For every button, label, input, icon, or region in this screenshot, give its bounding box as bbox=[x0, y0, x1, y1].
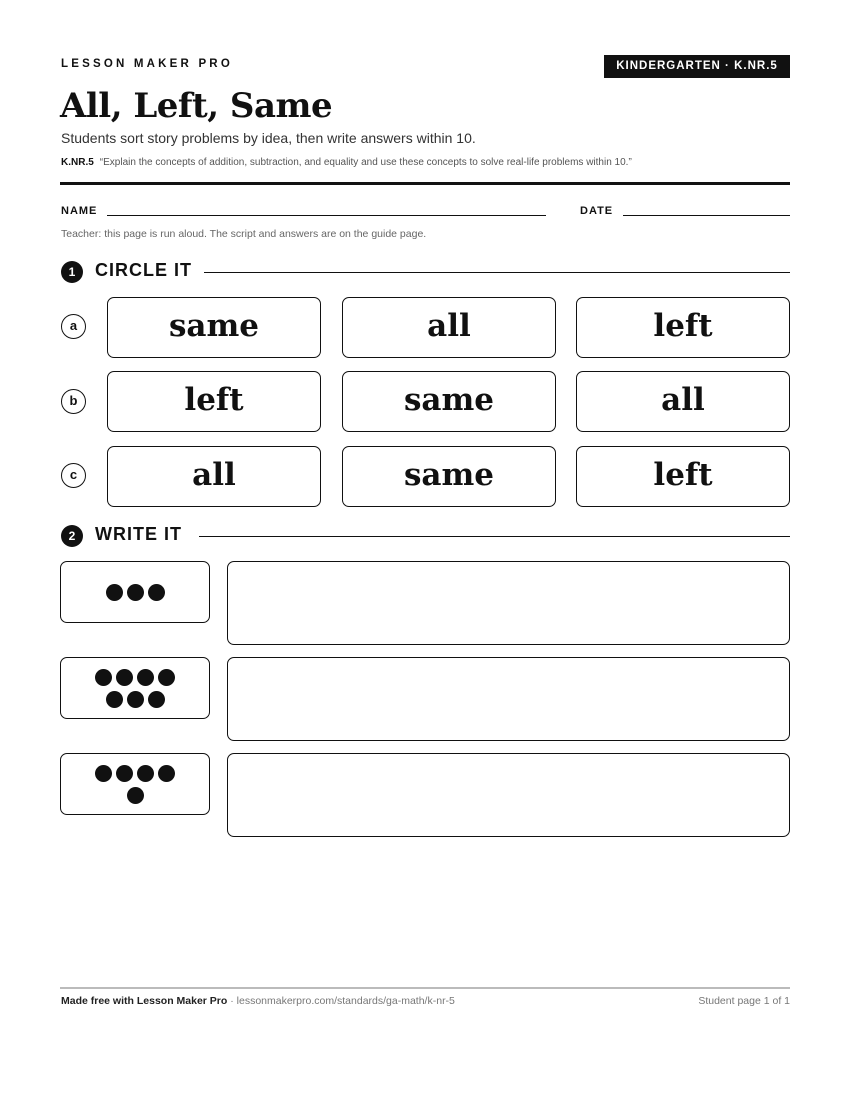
header-divider bbox=[60, 182, 790, 185]
dot-card-2 bbox=[60, 657, 210, 719]
standard-line bbox=[61, 157, 632, 168]
word-choice-b-3[interactable]: all bbox=[576, 371, 790, 432]
counting-dot bbox=[127, 691, 144, 708]
section-1-number: 1 bbox=[61, 261, 83, 283]
counting-dot bbox=[137, 669, 154, 686]
counting-dot bbox=[148, 584, 165, 601]
counting-dot bbox=[127, 787, 144, 804]
counting-dot bbox=[137, 765, 154, 782]
dot-card-3 bbox=[60, 753, 210, 815]
footer-divider bbox=[60, 987, 790, 989]
grade-badge: KINDERGARTEN · K.NR.5 bbox=[604, 55, 790, 78]
row-a-label: a bbox=[61, 314, 86, 339]
counting-dot bbox=[116, 669, 133, 686]
word-choice-a-3[interactable]: left bbox=[576, 297, 790, 358]
section-1-rule bbox=[204, 272, 790, 273]
dot-card-1 bbox=[60, 561, 210, 623]
counting-dot bbox=[95, 669, 112, 686]
counting-dot bbox=[106, 691, 123, 708]
counting-dot bbox=[95, 765, 112, 782]
footer-page-number: Student page 1 of 1 bbox=[698, 995, 790, 1007]
answer-box-2[interactable] bbox=[227, 657, 790, 741]
footer-made-with: Made free with Lesson Maker Pro bbox=[61, 995, 228, 1007]
footer-url[interactable]: · lessonmakerpro.com/standards/ga-math/k-nr-5 bbox=[227, 995, 455, 1007]
counting-dot bbox=[127, 584, 144, 601]
footer-credit bbox=[61, 995, 455, 1007]
page-subtitle: Students sort story problems by idea, then write answers within 10. bbox=[61, 130, 476, 146]
counting-dot bbox=[116, 765, 133, 782]
word-choice-a-2[interactable]: all bbox=[342, 297, 556, 358]
row-c-label: c bbox=[61, 463, 86, 488]
brand-name: LESSON MAKER PRO bbox=[61, 58, 233, 70]
section-1-title: CIRCLE IT bbox=[95, 260, 192, 280]
word-choice-c-1[interactable]: all bbox=[107, 446, 321, 507]
answer-box-3[interactable] bbox=[227, 753, 790, 837]
word-choice-c-3[interactable]: left bbox=[576, 446, 790, 507]
answer-box-1[interactable] bbox=[227, 561, 790, 645]
name-label: NAME bbox=[61, 205, 98, 217]
date-field[interactable] bbox=[623, 215, 790, 216]
word-choice-a-1[interactable]: same bbox=[107, 297, 321, 358]
standard-code: K.NR.5 bbox=[61, 157, 94, 168]
standard-text: “Explain the concepts of addition, subtraction, and equality and use these concepts to solve real-life problems within 10.” bbox=[99, 157, 632, 168]
date-label: DATE bbox=[580, 205, 614, 217]
counting-dot bbox=[106, 584, 123, 601]
word-choice-b-1[interactable]: left bbox=[107, 371, 321, 432]
page-title: All, Left, Same bbox=[60, 86, 333, 126]
section-2-title: WRITE IT bbox=[95, 524, 182, 544]
counting-dot bbox=[158, 765, 175, 782]
row-b-label: b bbox=[61, 389, 86, 414]
word-choice-c-2[interactable]: same bbox=[342, 446, 556, 507]
section-2-number: 2 bbox=[61, 525, 83, 547]
counting-dot bbox=[158, 669, 175, 686]
name-field[interactable] bbox=[107, 215, 546, 216]
word-choice-b-2[interactable]: same bbox=[342, 371, 556, 432]
counting-dot bbox=[148, 691, 165, 708]
teacher-note: Teacher: this page is run aloud. The script and answers are on the guide page. bbox=[61, 228, 427, 240]
section-2-rule bbox=[199, 536, 790, 537]
